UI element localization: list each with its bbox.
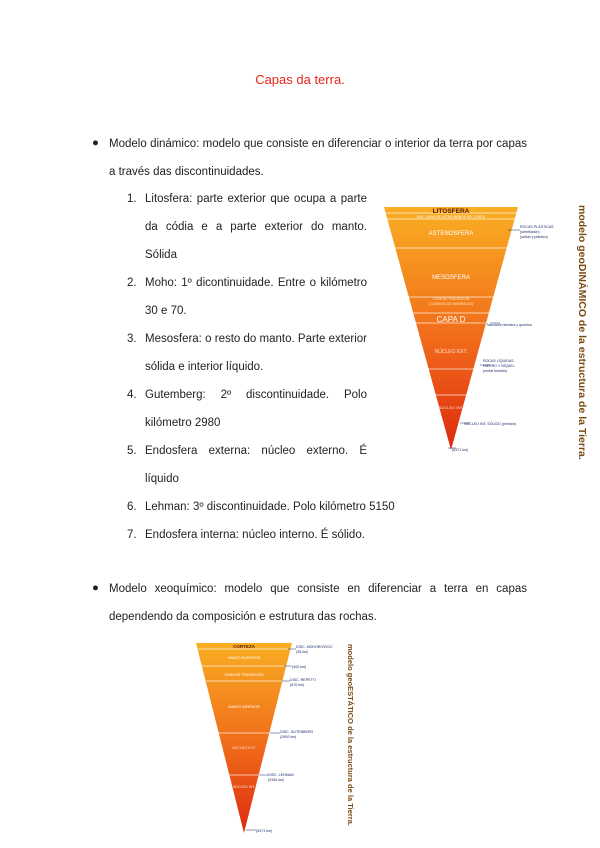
page-title: Capas da terra. bbox=[255, 72, 345, 87]
list-item: 5. Endosfera externa: núcleo externo. É líquido bbox=[127, 445, 367, 485]
small-label: (CAMBIOS DE MINERALES) bbox=[428, 302, 474, 306]
small-label: ZONA DE TRANSICIÓN bbox=[432, 297, 470, 301]
layer-capa-d: CAPA D bbox=[436, 315, 466, 324]
small-label: (6371 km) bbox=[452, 448, 469, 452]
disc-label: DISC. MOHOROVICIC bbox=[296, 645, 333, 649]
list-item: 4. Gutemberg: 2º discontinuidade. Polo kilómetro 2980 bbox=[127, 389, 367, 429]
layer-nucleo-ext: NÚCLEO EXT. bbox=[434, 349, 468, 355]
bullet-dot: ● bbox=[92, 582, 99, 594]
static-model-figure bbox=[192, 638, 362, 838]
earth-layers-triangle bbox=[384, 207, 518, 450]
disc-label: (670 km) bbox=[290, 683, 305, 687]
small-label: NÚCLEO INT. SÓLIDO (presión) bbox=[464, 422, 517, 426]
layer-nucleo-ext: NÚCLEO EXT. bbox=[232, 746, 256, 750]
small-label: ROCAS PLÁSTICAS bbox=[520, 225, 554, 229]
layer-zona-transicion: ZONA DE TRANSICIÓN bbox=[224, 673, 264, 677]
layer-manto-inferior: MANTO INFERIOR bbox=[228, 705, 260, 709]
disc-label: (2900 km) bbox=[280, 735, 297, 739]
disc-label: (5150 km) bbox=[268, 778, 285, 782]
disc-label: (35 km) bbox=[296, 650, 309, 654]
small-label: Transición térmica y química bbox=[486, 323, 532, 327]
disc-label: (400 km) bbox=[292, 665, 307, 669]
disc-label: DISC. GUTENBERG bbox=[280, 730, 314, 734]
small-label: DISC. NEMA DE ASTEN./MEMOR DEL CONTE bbox=[416, 215, 486, 219]
list-item: 3. Mesosfera: o resto do manto. Parte exterior sólida e interior líquido. bbox=[127, 333, 367, 373]
section1-paragraph: Modelo dinámico: modelo que consiste en diferenciar o interior da terra por capas a través das discontinuidades. bbox=[109, 138, 527, 178]
list-item: 7. Endosfera interna: núcleo interno. É sólido. bbox=[127, 529, 365, 541]
small-label: (metal fundido) bbox=[483, 369, 507, 373]
disc-label: (6371 km) bbox=[256, 829, 273, 833]
layer-manto-superior: MANTO SUPERIOR bbox=[227, 656, 261, 660]
small-label: HIERRO Y NÍQUEL bbox=[483, 364, 515, 368]
disc-label: DISC. LEHMAN bbox=[268, 773, 294, 777]
small-label: (sólido y plástico) bbox=[520, 235, 548, 239]
layer-litosfera: LITOSFERA bbox=[432, 208, 470, 215]
list-item: 2. Moho: 1º dicontinuidade. Entre o kilómetro 30 e 70. bbox=[127, 277, 367, 317]
list-item: 6. Lehman: 3º discontinuidade. Polo kilómetro 5150 bbox=[127, 501, 395, 513]
layer-nucleo-int: NÚCLEO INT. bbox=[232, 785, 256, 789]
bullet-dot: ● bbox=[92, 137, 99, 149]
earth-layers-triangle bbox=[196, 643, 292, 833]
section2-paragraph: Modelo xeoquímico: modelo que consiste en diferenciar a terra en capas dependendo da composición e estrutura das rochas. bbox=[109, 583, 527, 623]
layer-corteza: CORTEZA bbox=[233, 644, 255, 649]
disc-label: DISC. REPETTI bbox=[290, 678, 316, 682]
layer-mesosfera: MESOSFERA bbox=[432, 275, 470, 281]
layer-nucleo-int: NÚCLEO INT. bbox=[438, 405, 464, 410]
discontinuity-list bbox=[127, 185, 395, 549]
vertical-title: modelo geoESTÁTICO de la estructura de la Tierra. bbox=[346, 644, 355, 826]
small-label: ROCAS LÍQUIDAS bbox=[483, 359, 514, 363]
layer-astenosfera: ASTENOSFERA bbox=[428, 231, 474, 237]
small-label: (semifusión) bbox=[520, 230, 540, 234]
vertical-title: modelo geoDINÁMICO de la estructura de la Tierra. bbox=[576, 205, 588, 460]
list-item: 1. Litosfera: parte exterior que ocupa a parte da códia e a parte exterior do manto. Sólida bbox=[127, 193, 367, 261]
dynamic-model-figure bbox=[378, 195, 590, 460]
